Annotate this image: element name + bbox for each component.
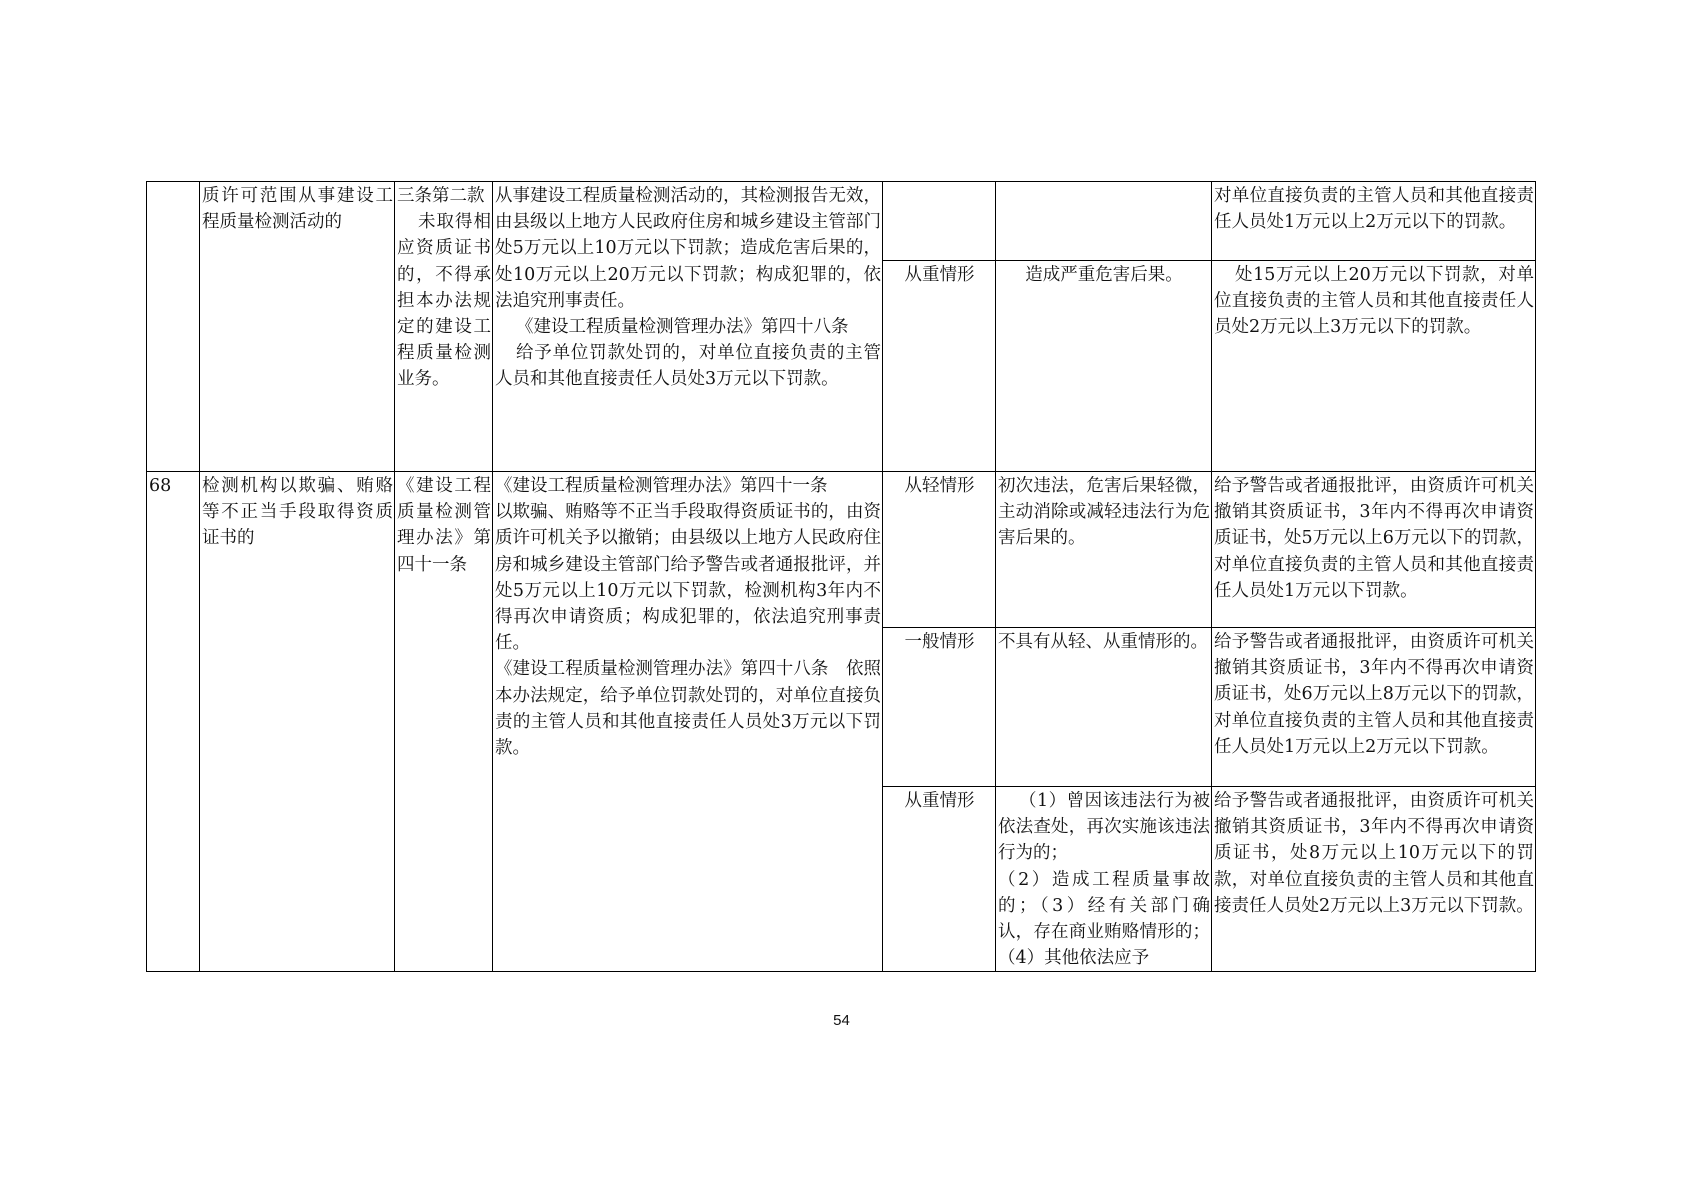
penalty-cell: 给予警告或者通报批评，由资质许可机关撤销其资质证书，3年内不得再次申请资质证书，处5万元以上6万元以下的罚款，对单位直接负责的主管人员和其他直接责任人员处1万元以下罚款。 [1212,472,1536,628]
condition-text: （2）造成工程质量事故的；（3）经有关部门确认，存在商业贿赂情形的；（4）其他依法应予 [998,869,1210,969]
condition-cell: 造成严重危害后果。 [996,261,1212,472]
legal-basis-cell: 《建设工程质量检测管理办法》第四十一条 [395,472,493,972]
row-number-cell [147,182,200,472]
condition-text: （1）曾因该违法行为被依法查处，再次实施该违法行为的； [998,791,1210,864]
table-row [147,182,1536,261]
circumstance-cell [883,182,996,261]
provision-paragraph: 从事建设工程质量检测活动的，其检测报告无效，由县级以上地方人民政府住房和城乡建设主管部门处5万元以上10万元以下罚款；造成危害后果的，处10万元以上20万元以下罚款；构成犯罪的，依法追究刑事责任。 [495,186,881,311]
condition-cell: 不具有从轻、从重情形的。 [996,628,1212,787]
legal-basis-cell [395,182,493,472]
penalty-cell: 处15万元以上20万元以下罚款，对单位直接负责的主管人员和其他直接责任人员处2万元以上3万元以下的罚款。 [1212,261,1536,472]
circumstance-cell: 从重情形 [883,261,996,472]
violation-item-cell: 检测机构以欺骗、贿赂等不正当手段取得资质证书的 [200,472,395,972]
circumstance-cell: 从重情形 [883,787,996,972]
provision-paragraph: 《建设工程质量检测管理办法》第四十八条 依照本办法规定，给予单位罚款处罚的，对单位直接负责的主管人员和其他直接责任人员处3万元以下罚款。 [495,659,881,759]
page-number: 54 [833,1012,850,1029]
circumstance-cell: 从轻情形 [883,472,996,628]
provision-paragraph: 以欺骗、贿赂等不正当手段取得资质证书的，由资质许可机关予以撤销；由县级以上地方人民政府住房和城乡建设主管部门给予警告或者通报批评，并处5万元以上10万元以下罚款，检测机构3年内不得再次申请资质；构成犯罪的，依法追究刑事责任。 [495,502,881,654]
penalty-cell: 给予警告或者通报批评，由资质许可机关撤销其资质证书，3年内不得再次申请资质证书，处8万元以上10万元以下的罚款，对单位直接负责的主管人员和其他直接责任人员处2万元以上3万元以下罚款。 [1212,787,1536,972]
penalty-cell: 给予警告或者通报批评，由资质许可机关撤销其资质证书，3年内不得再次申请资质证书，处6万元以上8万元以下的罚款，对单位直接负责的主管人员和其他直接责任人员处1万元以上2万元以下罚款。 [1212,628,1536,787]
penalty-table [146,181,1536,972]
legal-basis-text: 未取得相应资质证书的，不得承担本办法规定的建设工程质量检测业务。 [397,212,491,390]
table-row [147,472,1536,628]
row-number-cell: 68 [147,472,200,972]
condition-cell [996,787,1212,972]
condition-cell [996,182,1212,261]
legal-basis-text: 三条第二款 [397,186,485,206]
violation-item-cell: 质许可范围从事建设工程质量检测活动的 [200,182,395,472]
provision-paragraph: 《建设工程质量检测管理办法》第四十一条 [495,476,828,496]
legal-provision-cell [493,182,883,472]
provision-paragraph: 给予单位罚款处罚的，对单位直接负责的主管人员和其他直接责任人员处3万元以下罚款。 [495,343,881,390]
provision-paragraph: 《建设工程质量检测管理办法》第四十八条 [516,317,849,338]
circumstance-cell: 一般情形 [883,628,996,787]
penalty-cell: 对单位直接负责的主管人员和其他直接责任人员处1万元以上2万元以下的罚款。 [1212,182,1536,261]
condition-cell: 初次违法，危害后果轻微，主动消除或减轻违法行为危害后果的。 [996,472,1212,628]
legal-provision-cell [493,472,883,972]
